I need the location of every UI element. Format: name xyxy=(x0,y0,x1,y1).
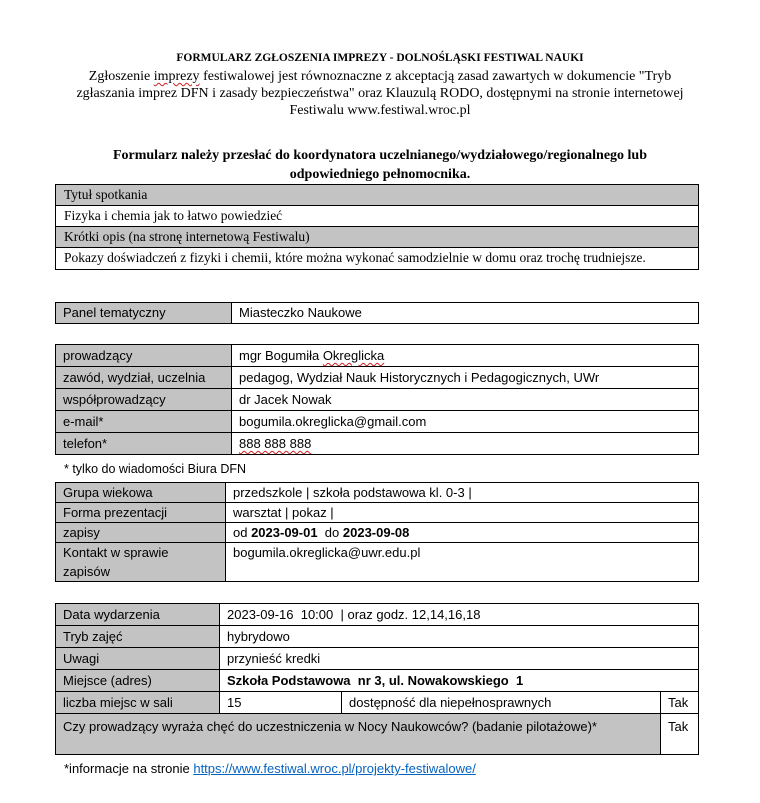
event-details-table xyxy=(55,603,699,755)
signup-from-word: od xyxy=(233,525,252,540)
host-label: prowadzący xyxy=(56,345,232,367)
email-label: e-mail* xyxy=(56,411,232,433)
form-instruction: Formularz należy przesłać do koordynatora uczelnianego/wydziałowego/regionalnego lub odpowiedniego pełnomocnika. xyxy=(112,148,648,182)
accessibility-field[interactable]: Tak xyxy=(661,692,699,714)
panel-field[interactable]: Miasteczko Naukowe xyxy=(232,303,699,324)
form-title: FORMULARZ ZGŁOSZENIA IMPREZY - DOLNOŚLĄSKI FESTIWAL NAUKI xyxy=(176,52,584,64)
cohost-label: współprowadzący xyxy=(56,389,232,411)
signup-to-date: 2023-09-08 xyxy=(342,525,410,540)
panel-label: Panel tematyczny xyxy=(56,303,232,324)
job-field[interactable]: pedagog, Wydział Nauk Historycznych i Pedagogicznych, UWr xyxy=(232,367,699,389)
presentation-form-field[interactable]: warsztat | pokaz | xyxy=(226,503,699,523)
event-basic-info-table xyxy=(55,184,699,270)
signup-contact-field[interactable]: bogumila.okreglicka@uwr.edu.pl xyxy=(226,543,699,582)
form-intro-text xyxy=(66,68,694,119)
signup-to-word: do xyxy=(317,525,343,540)
seats-field[interactable]: 15 xyxy=(220,692,342,714)
signup-field[interactable] xyxy=(226,523,699,543)
signup-contact-label: Kontakt w sprawie zapisów xyxy=(56,543,226,582)
info-footnote xyxy=(64,761,476,776)
email-field[interactable]: bogumila.okreglicka@gmail.com xyxy=(232,411,699,433)
notes-field[interactable]: przynieść kredki xyxy=(220,648,699,670)
cohost-field[interactable]: dr Jacek Nowak xyxy=(232,389,699,411)
event-date-field[interactable]: 2023-09-16 10:00 | oraz godz. 12,14,16,18 xyxy=(220,604,699,626)
title-field[interactable]: Fizyka i chemia jak to łatwo powiedzieć xyxy=(56,206,699,227)
phone-number: 888 888 888 xyxy=(239,436,312,451)
participation-table xyxy=(55,482,699,582)
title-label: Tytuł spotkania xyxy=(56,185,699,206)
accessibility-label: dostępność dla niepełnosprawnych xyxy=(342,692,661,714)
notes-label: Uwagi xyxy=(56,648,220,670)
description-label: Krótki opis (na stronę internetową Festiwalu) xyxy=(56,227,699,248)
festival-projects-link[interactable]: https://www.festiwal.wroc.pl/projekty-festiwalowe/ xyxy=(193,761,476,776)
event-date-label: Data wydarzenia xyxy=(56,604,220,626)
job-label: zawód, wydział, uczelnia xyxy=(56,367,232,389)
age-group-field[interactable]: przedszkole | szkoła podstawowa kl. 0-3 | xyxy=(226,483,699,503)
intro-text-highlighted-word: imprezy xyxy=(153,69,200,84)
thematic-panel-table xyxy=(55,302,699,324)
host-surname: Okreglicka xyxy=(322,348,385,363)
host-field[interactable] xyxy=(232,345,699,367)
mode-field[interactable]: hybrydowo xyxy=(220,626,699,648)
phone-label: telefon* xyxy=(56,433,232,455)
phone-field[interactable] xyxy=(232,433,699,455)
intro-text-start: Zgłoszenie xyxy=(88,69,154,84)
host-name: mgr Bogumiła xyxy=(239,348,323,363)
mode-label: Tryb zajęć xyxy=(56,626,220,648)
description-field[interactable]: Pokazy doświadczeń z fizyki i chemii, które można wykonać samodzielnie w domu oraz trochę trudniejsze. xyxy=(56,248,699,270)
age-group-label: Grupa wiekowa xyxy=(56,483,226,503)
intro-text-end: festiwalowej jest równoznaczne z akceptacją zasad zawartych w dokumencie "Tryb zgłaszania imprez DFN i zasady bezpieczeństwa" oraz Klauzulą RODO, dostępnymi na stronie internetowej Festiwalu www.festiwal.wroc.pl xyxy=(76,69,684,118)
staff-only-note: * tylko do wiadomości Biura DFN xyxy=(64,462,247,476)
organizer-table xyxy=(55,344,699,455)
place-field[interactable]: Szkoła Podstawowa nr 3, ul. Nowakowskiego 1 xyxy=(220,670,699,692)
signup-label: zapisy xyxy=(56,523,226,543)
signup-from-date: 2023-09-01 xyxy=(251,525,318,540)
researchers-night-question: Czy prowadzący wyraża chęć do uczestniczenia w Nocy Naukowców? (badanie pilotażowe)* xyxy=(56,714,661,755)
footnote-text: *informacje na stronie xyxy=(64,761,194,776)
presentation-form-label: Forma prezentacji xyxy=(56,503,226,523)
seats-label: liczba miejsc w sali xyxy=(56,692,220,714)
researchers-night-answer[interactable]: Tak xyxy=(661,714,699,755)
place-label: Miejsce (adres) xyxy=(56,670,220,692)
